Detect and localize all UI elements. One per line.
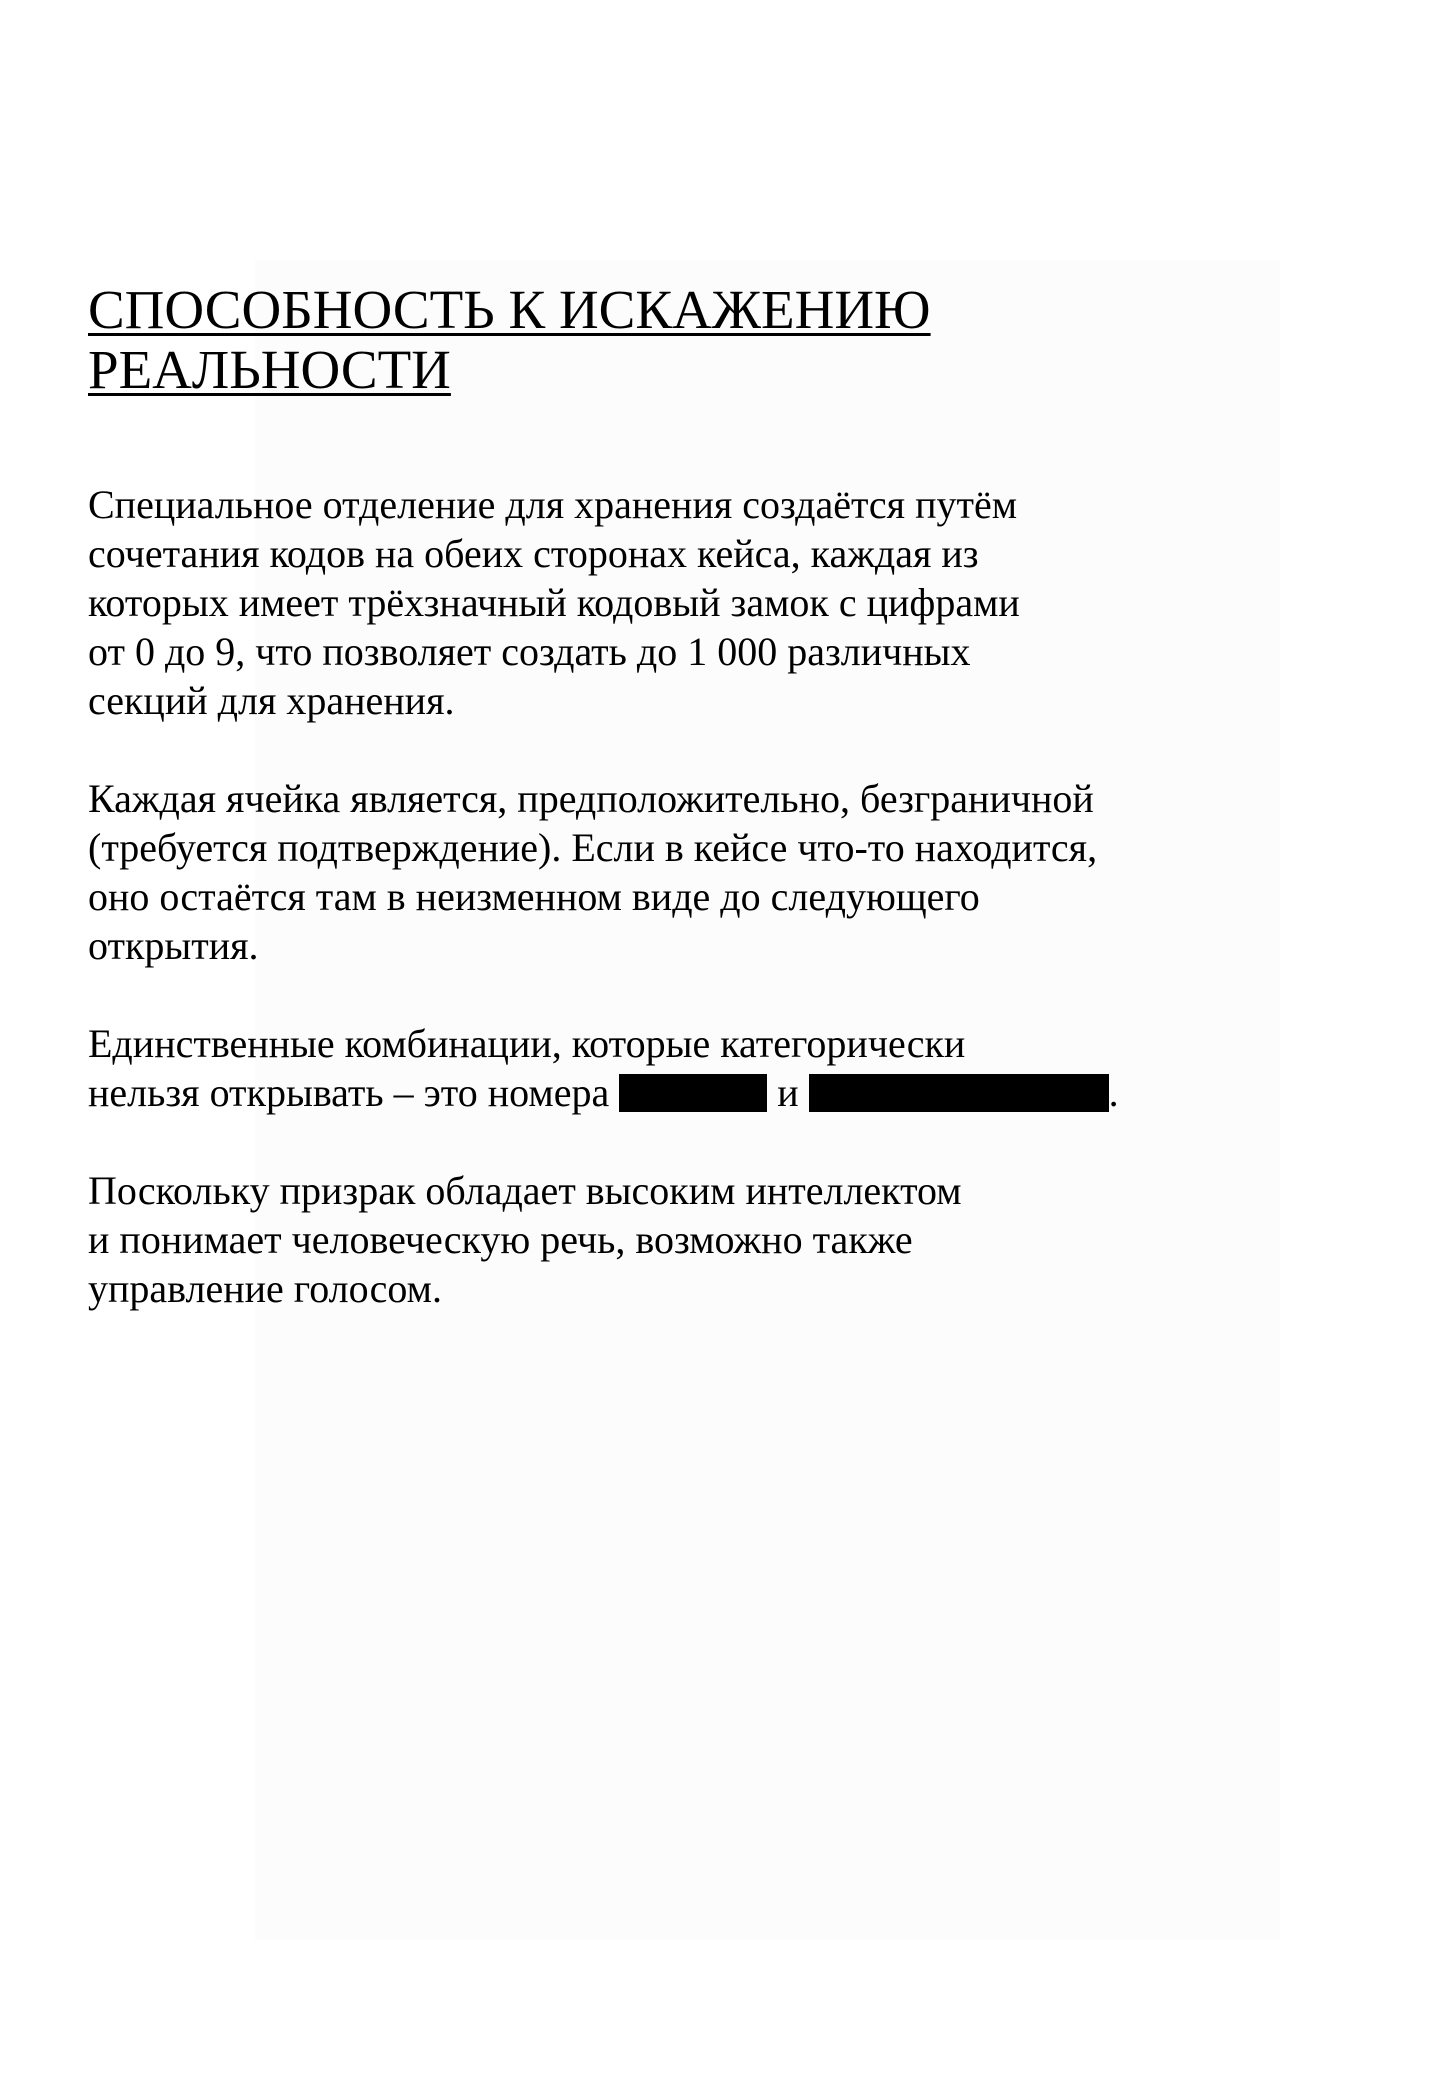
redaction-block-2 [809,1074,1109,1112]
paragraph-forbidden-combinations [88,1019,1338,1117]
paragraph-voice-control [88,1166,1338,1313]
document-title [88,280,1338,400]
redaction-block-1 [619,1074,767,1112]
paragraph-line: открытия. [88,923,259,968]
title-line-1: СПОСОБНОСТЬ К ИСКАЖЕНИЮ [88,279,931,340]
paragraph-line: от 0 до 9, что позволяет создать до 1 000 различных [88,629,971,674]
paragraph-line: оно остаётся там в неизменном виде до следующего [88,874,980,919]
paragraph-line: сочетания кодов на обеих сторонах кейса, каждая из [88,531,979,576]
paragraph-line: секций для хранения. [88,678,455,723]
paragraph-text: и [767,1070,809,1115]
paragraph-line: управление голосом. [88,1266,442,1311]
paragraph-line: и понимает человеческую речь, возможно также [88,1217,913,1262]
paragraph-line: (требуется подтверждение). Если в кейсе что-то находится, [88,825,1098,870]
paragraph-line: Единственные комбинации, которые категорически [88,1021,966,1066]
paragraph-line: которых имеет трёхзначный кодовый замок с цифрами [88,580,1020,625]
title-line-2: РЕАЛЬНОСТИ [88,339,451,400]
document-body [88,280,1338,1313]
paragraph-cell-capacity [88,774,1338,970]
paragraph-text: . [1108,1070,1119,1115]
paragraph-line: Каждая ячейка является, предположительно, безграничной [88,776,1094,821]
paragraph-line: Специальное отделение для хранения создаётся путём [88,482,1018,527]
paragraph-line: Поскольку призрак обладает высоким интеллектом [88,1168,962,1213]
paragraph-storage-sections [88,480,1338,725]
paragraph-line: нельзя открывать – это номера [88,1070,620,1115]
